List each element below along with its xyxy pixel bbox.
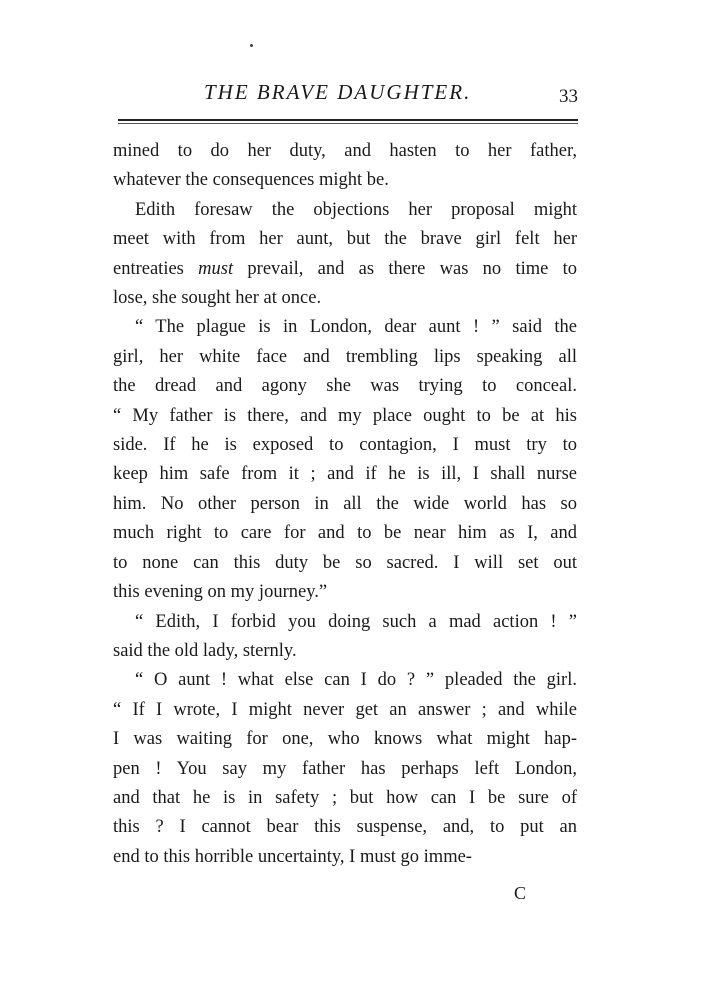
text-line: I was waiting for one, who knows what might hap- [113, 729, 577, 750]
text-line: entreaties must prevail, and as there was no time to [113, 258, 578, 279]
text-line: mined to do her duty, and hasten to her father, [113, 141, 577, 161]
header-rule-thin [118, 123, 578, 124]
ink-speck [250, 44, 253, 47]
paragraph [113, 608, 577, 667]
text-line: whatever the consequences might be. [113, 170, 389, 191]
text-line: “ Edith, I forbid you doing such a mad action ! ” [135, 611, 577, 632]
text-line: the dread and agony she was trying to conceal. [113, 376, 577, 397]
running-head-title: THE BRAVE DAUGHTER. [204, 80, 472, 104]
text-line: this ? I cannot bear this suspense, and, to put an [113, 817, 577, 838]
text-line: “ The plague is in London, dear aunt ! ” said the [135, 317, 577, 338]
text-line: keep him safe from it ; and if he is ill, I shall nurse [113, 464, 577, 485]
running-head [118, 80, 578, 112]
text-line: Edith foresaw the objections her proposal might [135, 199, 577, 220]
text-line: this evening on my journey.” [113, 582, 328, 603]
text-line: pen ! You say my father has perhaps left London, [113, 758, 577, 779]
signature-mark: C [514, 883, 527, 903]
paragraph [113, 666, 577, 872]
paragraph [113, 137, 577, 196]
text-line: “ If I wrote, I might never get an answer ; and while [113, 699, 577, 720]
text-line: “ O aunt ! what else can I do ? ” pleaded the girl. [135, 670, 577, 691]
text-line: said the old lady, sternly. [113, 640, 297, 661]
text-line: him. No other person in all the wide world has so [113, 493, 577, 514]
body-text [113, 137, 577, 872]
page-number: 33 [559, 86, 578, 107]
text-line: girl, her white face and trembling lips speaking all [113, 346, 577, 367]
text-line: “ My father is there, and my place ought to be at his [113, 405, 577, 426]
text-line: lose, she sought her at once. [113, 288, 322, 309]
header-rule [118, 119, 578, 121]
paragraph [113, 313, 577, 607]
text-line: and that he is in safety ; but how can I be sure of [113, 787, 577, 808]
paragraph [113, 196, 577, 314]
text-line: meet with from her aunt, but the brave girl felt her [113, 229, 577, 250]
text-line: to none can this duty be so sacred. I will set out [113, 552, 577, 573]
text-line: much right to care for and to be near him as I, and [113, 523, 577, 544]
text-line: side. If he is exposed to contagion, I must try to [113, 435, 577, 456]
text-line: end to this horrible uncertainty, I must go imme- [113, 846, 472, 867]
